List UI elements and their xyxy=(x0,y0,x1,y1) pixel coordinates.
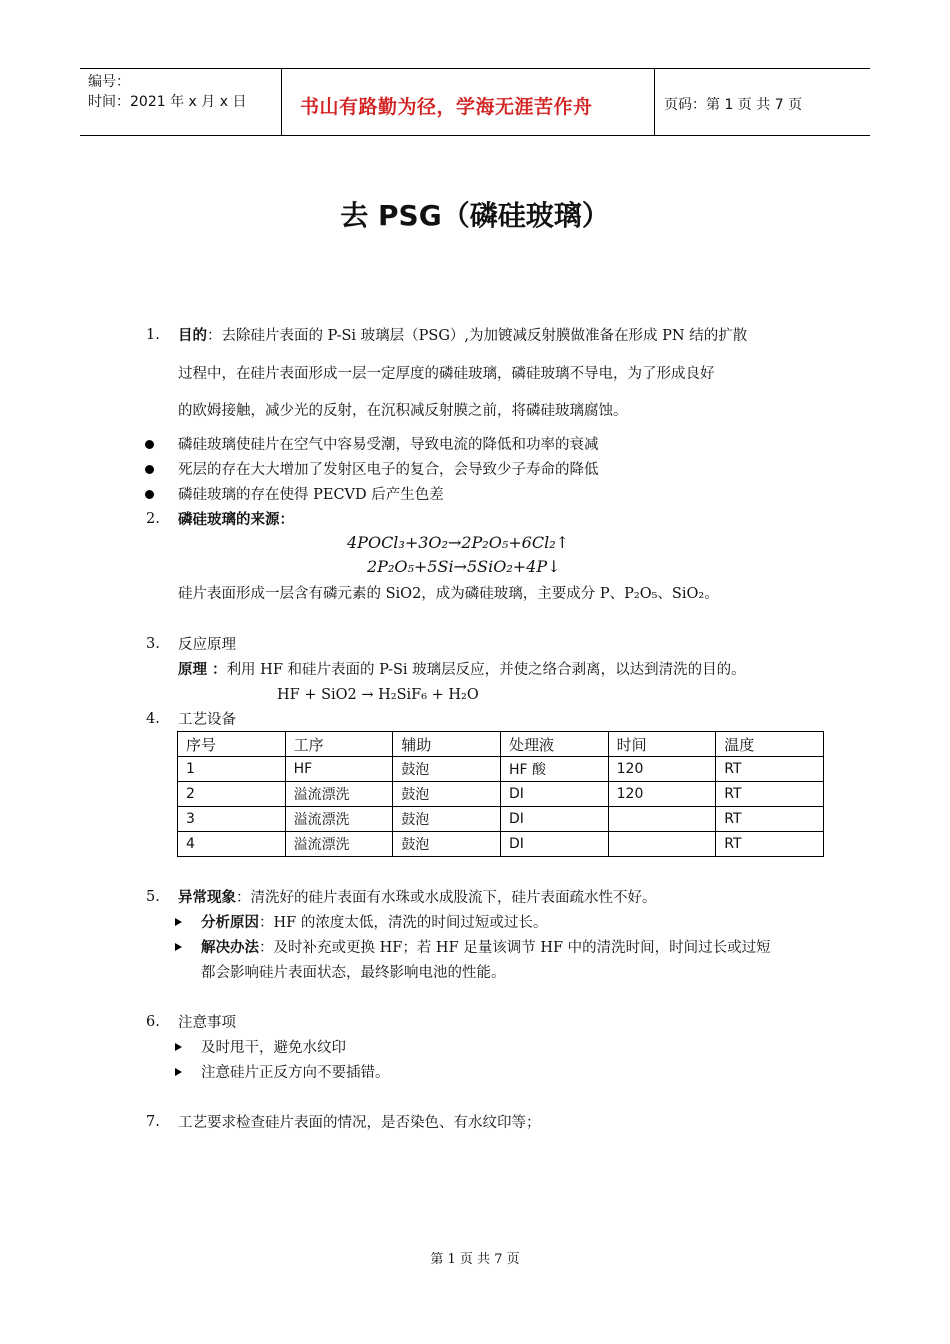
table-header-cell: 辅助 xyxy=(393,732,501,757)
section-2-heading: 磷硅玻璃的来源： xyxy=(178,511,294,528)
table-header-row xyxy=(178,732,824,757)
table-row xyxy=(178,782,824,807)
table-row xyxy=(178,807,824,832)
table-cell: 1 xyxy=(178,757,286,782)
bullet-item-2: 死层的存在大大增加了发射区电子的复合，会导致少子寿命的降低 xyxy=(178,462,599,478)
note-item-2: 注意硅片正反方向不要插错。 xyxy=(201,1065,390,1081)
section-1-line-1 xyxy=(178,327,747,345)
section-5-number: 5. xyxy=(146,889,160,905)
section-1-line-3: 的欧姆接触，减少光的反射，在沉积减反射膜之前，将磷硅玻璃腐蚀。 xyxy=(178,403,628,419)
table-header-cell: 工序 xyxy=(285,732,393,757)
triangle-bullet-icon xyxy=(175,1043,182,1051)
table-row xyxy=(178,757,824,782)
table-cell: HF xyxy=(285,757,393,782)
cause-label: 分析原因 xyxy=(201,914,259,931)
principle-text: 利用 HF 和硅片表面的 P-Si 玻璃层反应，并使之络合剥离，以达到清洗的目的。 xyxy=(226,662,746,678)
bullet-item-3: 磷硅玻璃的存在使得 PECVD 后产生色差 xyxy=(178,487,444,503)
section-2-number: 2. xyxy=(146,511,160,527)
section-7-number: 7. xyxy=(146,1114,160,1130)
triangle-bullet-icon xyxy=(175,918,182,926)
header-code-label: 编号： xyxy=(88,74,130,90)
table-cell: RT xyxy=(716,832,824,857)
table-cell: 4 xyxy=(178,832,286,857)
bullet-dot-2 xyxy=(145,465,154,474)
section-5-text: ：清洗好的硅片表面有水珠或水成股流下，硅片表面疏水性不好。 xyxy=(236,890,657,906)
section-6-number: 6. xyxy=(146,1014,160,1030)
bullet-dot-1 xyxy=(145,440,154,449)
section-5-label: 异常现象 xyxy=(178,889,236,906)
table-cell: DI xyxy=(500,832,608,857)
table-cell: 120 xyxy=(608,782,716,807)
table-cell: 溢流漂洗 xyxy=(285,782,393,807)
table-cell: DI xyxy=(500,807,608,832)
table-cell: RT xyxy=(716,757,824,782)
section-1-line-2: 过程中，在硅片表面形成一层一定厚度的磷硅玻璃，磷硅玻璃不导电，为了形成良好 xyxy=(178,366,715,382)
header-bottom-rule xyxy=(80,135,870,136)
table-header-cell: 温度 xyxy=(716,732,824,757)
table-cell: HF 酸 xyxy=(500,757,608,782)
fix-label: 解决办法 xyxy=(201,939,259,956)
section-2-description: 硅片表面形成一层含有磷元素的 SiO2，成为磷硅玻璃，主要成分 P、P₂O₅、SiO₂。 xyxy=(178,586,719,602)
bullet-item-1: 磷硅玻璃使硅片在空气中容易受潮，导致电流的降低和功率的衰减 xyxy=(178,437,599,453)
note-item-1: 及时甩干，避免水纹印 xyxy=(201,1040,346,1056)
fix-line-1 xyxy=(201,939,771,957)
triangle-bullet-icon xyxy=(175,1068,182,1076)
header-divider-2 xyxy=(654,68,655,136)
header-time-label: 时间：2021 年 x 月 x 日 xyxy=(88,94,247,110)
bullet-dot-3 xyxy=(145,490,154,499)
equation-2: 2P₂O₅+5Si→5SiO₂+4P↓ xyxy=(367,557,561,576)
header-divider-1 xyxy=(281,68,282,136)
header-page-info: 页码：第 1 页 共 7 页 xyxy=(664,97,803,113)
cause-line xyxy=(201,914,547,932)
table-cell xyxy=(608,832,716,857)
table-cell: 2 xyxy=(178,782,286,807)
section-4-number: 4. xyxy=(146,711,160,727)
table-cell: 鼓泡 xyxy=(393,757,501,782)
section-1-label: 目的 xyxy=(178,327,207,344)
table-cell: 溢流漂洗 xyxy=(285,832,393,857)
section-3-heading: 反应原理 xyxy=(178,637,236,653)
reaction-equation: HF + SiO2 → H₂SiF₆ + H₂O xyxy=(277,687,479,703)
table-cell: 120 xyxy=(608,757,716,782)
section-6-heading: 注意事项 xyxy=(178,1015,236,1031)
section-3-principle xyxy=(178,661,746,679)
table-header-cell: 序号 xyxy=(178,732,286,757)
table-row xyxy=(178,832,824,857)
page-title: 去 PSG（磷硅玻璃） xyxy=(340,199,610,232)
section-4-heading: 工艺设备 xyxy=(178,712,236,728)
fix-line-2: 都会影响硅片表面状态，最终影响电池的性能。 xyxy=(201,965,506,981)
section-7-text: 工艺要求检查硅片表面的情况，是否染色、有水纹印等； xyxy=(178,1115,541,1131)
table-cell: 3 xyxy=(178,807,286,832)
triangle-bullet-icon xyxy=(175,943,182,951)
section-1-text-1: ：去除硅片表面的 P-Si 玻璃层（PSG）,为加镀减反射膜做准备在形成 PN 结的扩散 xyxy=(207,328,748,344)
table-cell: 鼓泡 xyxy=(393,782,501,807)
section-3-number: 3. xyxy=(146,636,160,652)
page-footer: 第 1 页 共 7 页 xyxy=(430,1252,520,1267)
header-top-rule xyxy=(80,68,870,69)
cause-text: ：HF 的浓度太低，清洗的时间过短或过长。 xyxy=(259,915,548,931)
table-cell: DI xyxy=(500,782,608,807)
equation-1: 4POCl₃+3O₂→2P₂O₅+6Cl₂↑ xyxy=(347,533,570,552)
section-2-label xyxy=(178,511,294,529)
table-cell: 鼓泡 xyxy=(393,807,501,832)
table-cell: RT xyxy=(716,807,824,832)
table-cell: RT xyxy=(716,782,824,807)
table-cell xyxy=(608,807,716,832)
header-motto: 书山有路勤为径，学海无涯苦作舟 xyxy=(300,96,593,118)
table-header-cell: 处理液 xyxy=(500,732,608,757)
table-cell: 鼓泡 xyxy=(393,832,501,857)
section-1-number: 1. xyxy=(146,327,160,343)
section-5-line xyxy=(178,889,657,907)
table-cell: 溢流漂洗 xyxy=(285,807,393,832)
fix-text-1: ：及时补充或更换 HF；若 HF 足量该调节 HF 中的清洗时间，时间过长或过短 xyxy=(259,940,771,956)
process-table xyxy=(177,731,824,857)
principle-label: 原理 ： xyxy=(178,661,227,678)
table-header-cell: 时间 xyxy=(608,732,716,757)
